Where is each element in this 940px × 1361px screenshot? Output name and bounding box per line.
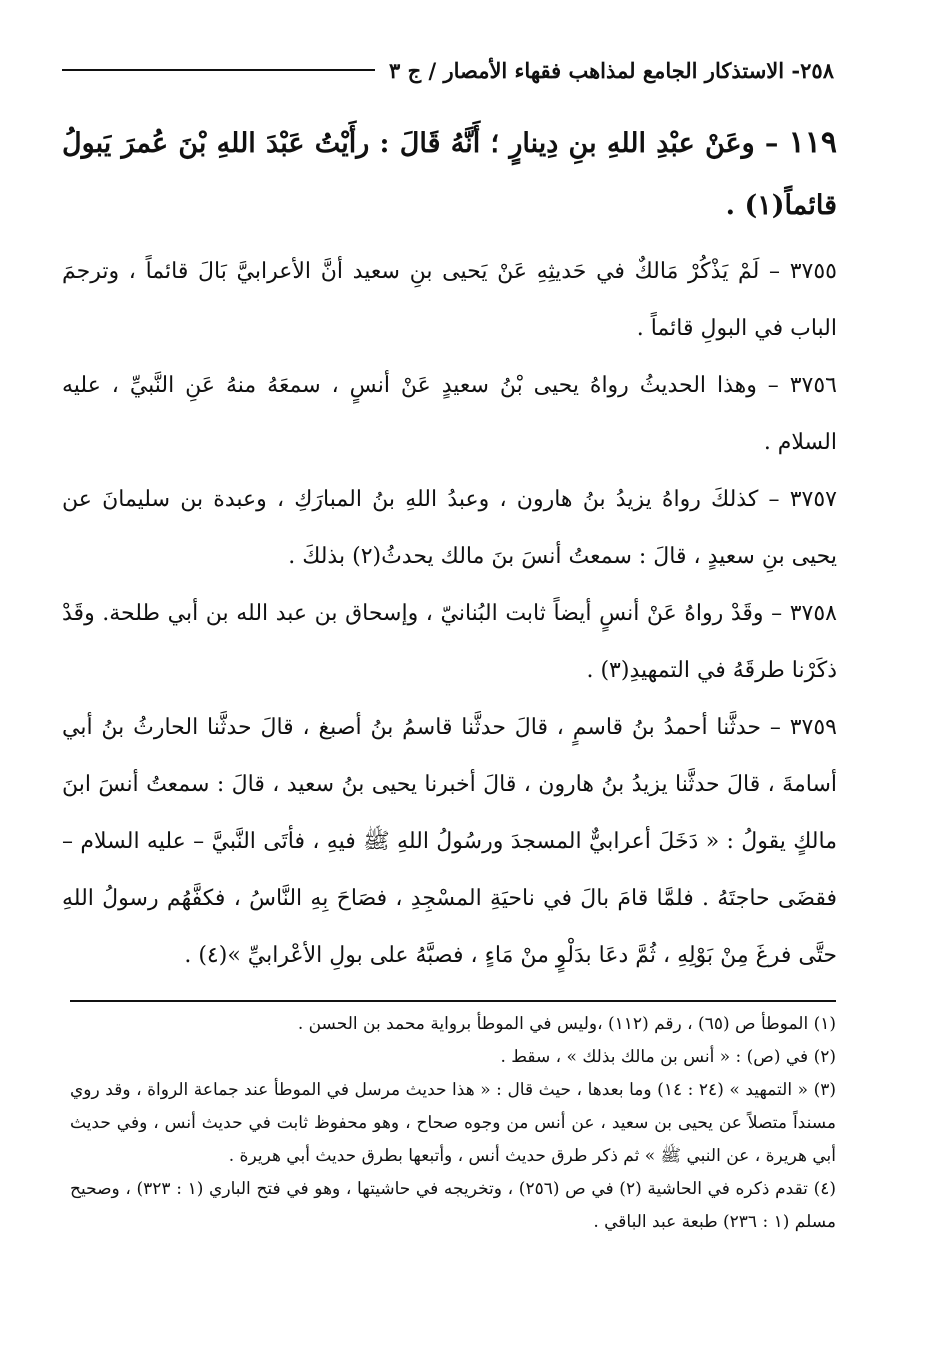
hadith-number: ١١٩ — [788, 125, 838, 160]
paragraph-3759 — [62, 699, 837, 984]
paragraph-text: – لَمْ يَذْكُرْ مَالكٌ في حَديثِهِ عَنْ يَحيى بنِ سعيد أنَّ الأعرابيَّ بَالَ قائماً ، وترجمَ الباب في البولِ قائماً . — [62, 259, 837, 341]
footnote-1: (١) الموطأ ص (٦٥) ، رقم (١١٢) ،وليس في الموطأ برواية محمد بن الحسن . — [297, 1014, 836, 1034]
paragraph-3756 — [62, 357, 837, 471]
paragraph-number: ٣٧٥٧ — [789, 487, 837, 512]
paragraph-number: ٣٧٥٥ — [789, 259, 837, 284]
paragraph-text: – كذلكَ رواهُ يزيدُ بنُ هارون ، وعبدُ اللهِ بنُ المبارَكِ ، وعبدة بن سليمانَ عن يحيى بنِ سعيدٍ ، قالَ : سمعتُ أنسَ بنَ مالك يحدثُ(٢) بذلكَ . — [62, 487, 837, 569]
footnote-rule — [70, 1000, 836, 1002]
paragraph-number: ٣٧٥٩ — [789, 715, 837, 740]
running-header — [62, 52, 834, 88]
hadith-text: – وعَنْ عبْدِ اللهِ بنِ دِينارٍ ؛ أَنَّهُ قَالَ : رأَيْتُ عَبْدَ اللهِ بْنَ عُمرَ يَبولُ قائماً(١) . — [62, 128, 837, 221]
footnote-3: (٣) « التمهيد » (٢٤ : ١٤) وما بعدها ، حيث قال : « هذا حديث مرسل في الموطأ عند جماعة الرواة ، وقد روي مسنداً متصلاً عن يحيى بن سعيد ، عن أنس من وجوه صحاح ، وهو محفوظ ثابت في حديث أنس ، وفي حديث أبي هريرة ، عن النبي ﷺ » ثم ذكر طرق حديث أنس ، وأتبعها بطرق حديث أبي هريرة . — [70, 1080, 836, 1166]
paragraph-text: – وقَدْ رواهُ عَنْ أنسٍ أيضاً ثابت البُنانيّ ، وإسحاق بن عبد الله بن أبي طلحة. وقَدْ ذكَرْنا طرقَهُ في التمهيدِ(٣) . — [62, 601, 837, 683]
paragraph-3758 — [62, 585, 837, 699]
header-title: ٢٥٨- الاستذكار الجامع لمذاهب فقهاء الأمصار / ج ٣ — [389, 57, 834, 83]
paragraph-text: – حدثَّنا أحمدُ بنُ قاسمٍ ، قالَ حدثَّنا قاسمُ بنُ أصبغ ، قالَ حدثَّنا الحارثُ بنُ أبي أسامةَ ، قالَ حدثَّنا يزيدُ بنُ هارون ، قالَ أخبرنا يحيى بنُ سعيد ، قالَ : سمعتُ أنسَ ابنَ مالكٍ يقولُ : « دَخَلَ أعرابيٌّ المسجدَ ورسُولُ اللهِ ﷺ فيهِ ، فأتَى النَّبيَّ – عليه السلام – فقضَى حاجتَهُ . فلمَّا قامَ بالَ في ناحيَةِ المسْجِدِ ، فصَاحَ بِهِ النَّاسُ ، فكفَّهُم رسولُ اللهِ حتَّى فرغَ مِنْ بَوْلِهِ ، ثُمَّ دعَا بدَلْوٍ منْ مَاءٍ ، فصبَّهُ على بولِ الأعْرابيِّ »(٤) . — [62, 715, 837, 968]
paragraph-text: – وهذا الحديثُ رواهُ يحيى بْنُ سعيدٍ عَنْ أنسٍ ، سمعَهُ منهُ عَنِ النَّبيِّ ، عليه السلام . — [62, 373, 837, 455]
paragraph-number: ٣٧٥٨ — [789, 601, 837, 626]
footnote-4: (٤) تقدم ذكره في الحاشية (٢) في ص (٢٥٦) ، وتخريجه في حاشيتها ، وهو في فتح الباري (١ : ٣٢٣) ، وصحيح مسلم (١ : ٢٣٦) طبعة عبد الباقي . — [70, 1179, 836, 1232]
paragraph-number: ٣٧٥٦ — [789, 373, 837, 398]
footnotes — [70, 1000, 836, 1239]
header-rule — [62, 69, 375, 71]
footnote-2: (٢) في (ص) : « أنس بن مالك بذلك » ، سقط . — [500, 1047, 836, 1067]
paragraph-3757 — [62, 471, 837, 585]
paragraph-3755 — [62, 243, 837, 357]
main-text — [62, 112, 837, 984]
hadith-heading — [62, 112, 837, 237]
